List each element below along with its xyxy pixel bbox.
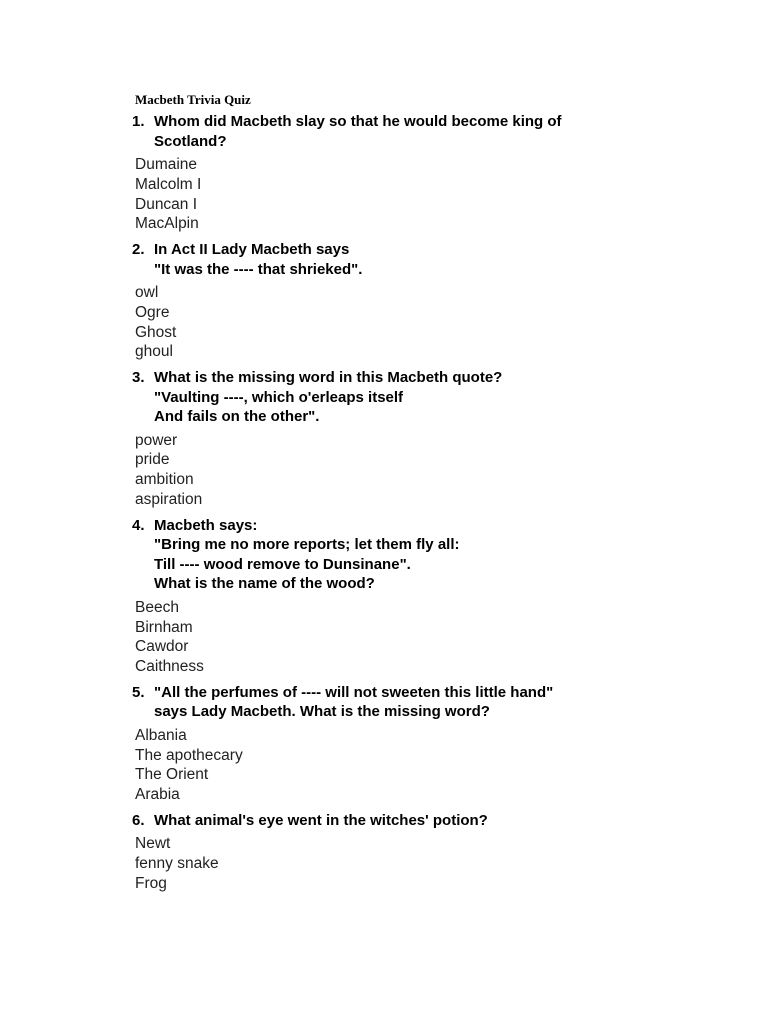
question-number: 6. [132, 811, 145, 829]
answer-option: Frog [135, 874, 167, 892]
question-line: Macbeth says: [154, 516, 258, 534]
answer-options [135, 834, 655, 893]
answer-option: Caithness [135, 658, 204, 676]
question-line: And fails on the other". [154, 408, 320, 426]
question-1 [132, 112, 655, 234]
question-line: "Vaulting ----, which o'erleaps itself [154, 388, 404, 406]
question-line: "All the perfumes of ---- will not sweeten this little hand" [154, 683, 554, 701]
answer-option: Newt [135, 835, 171, 853]
answer-option: pride [135, 451, 170, 469]
answer-options [135, 155, 655, 234]
answer-option: fenny snake [135, 855, 219, 873]
question-line: Till ---- wood remove to Dunsinane". [154, 555, 411, 573]
question-2 [132, 240, 655, 362]
answer-option: Malcolm I [135, 175, 202, 193]
question-line: says Lady Macbeth. What is the missing word? [154, 703, 490, 721]
question-text [154, 811, 655, 831]
answer-options [135, 283, 655, 362]
question-text [154, 516, 655, 594]
answer-option: Beech [135, 598, 179, 616]
question-6 [132, 811, 655, 894]
answer-option: Ogre [135, 303, 170, 321]
question-5 [132, 683, 655, 805]
question-line: What is the missing word in this Macbeth quote? [154, 369, 503, 386]
question-heading [132, 240, 655, 279]
answer-option: Arabia [135, 786, 180, 804]
question-heading [132, 112, 655, 151]
question-text [154, 240, 655, 279]
question-line: Whom did Macbeth slay so that he would become king of [154, 113, 562, 130]
question-heading [132, 368, 655, 427]
question-3 [132, 368, 655, 510]
question-number: 4. [132, 516, 145, 534]
answer-option: power [135, 431, 178, 449]
answer-options [135, 726, 655, 805]
question-line: What is the name of the wood? [154, 575, 375, 593]
question-line: "Bring me no more reports; let them fly all: [154, 536, 460, 554]
question-heading [132, 811, 655, 831]
question-4 [132, 516, 655, 677]
answer-option: The apothecary [135, 746, 243, 764]
question-text [154, 368, 655, 427]
question-number: 2. [132, 241, 145, 258]
question-number: 3. [132, 369, 145, 386]
answer-option: Albania [135, 726, 187, 744]
question-heading [132, 516, 655, 594]
question-line: In Act II Lady Macbeth says [154, 241, 350, 258]
answer-options [135, 431, 655, 510]
answer-option: owl [135, 284, 159, 302]
question-text [154, 683, 655, 722]
question-line: "It was the ---- that shrieked". [154, 260, 363, 278]
answer-option: Ghost [135, 323, 177, 341]
answer-option: Duncan I [135, 195, 198, 213]
document-title: Macbeth Trivia Quiz [135, 92, 251, 107]
question-text [154, 112, 655, 151]
question-number: 5. [132, 683, 145, 701]
answer-option: aspiration [135, 490, 203, 508]
quiz-document [132, 92, 655, 899]
question-line: Scotland? [154, 132, 227, 150]
question-number: 1. [132, 113, 145, 130]
answer-option: MacAlpin [135, 215, 199, 233]
answer-option: Dumaine [135, 156, 198, 174]
answer-options [135, 598, 655, 677]
answer-option: Cawdor [135, 638, 189, 656]
answer-option: Birnham [135, 618, 193, 636]
answer-option: The Orient [135, 766, 209, 784]
answer-option: ambition [135, 471, 194, 489]
question-heading [132, 683, 655, 722]
answer-option: ghoul [135, 343, 173, 361]
question-line: What animal's eye went in the witches' potion? [154, 811, 488, 829]
